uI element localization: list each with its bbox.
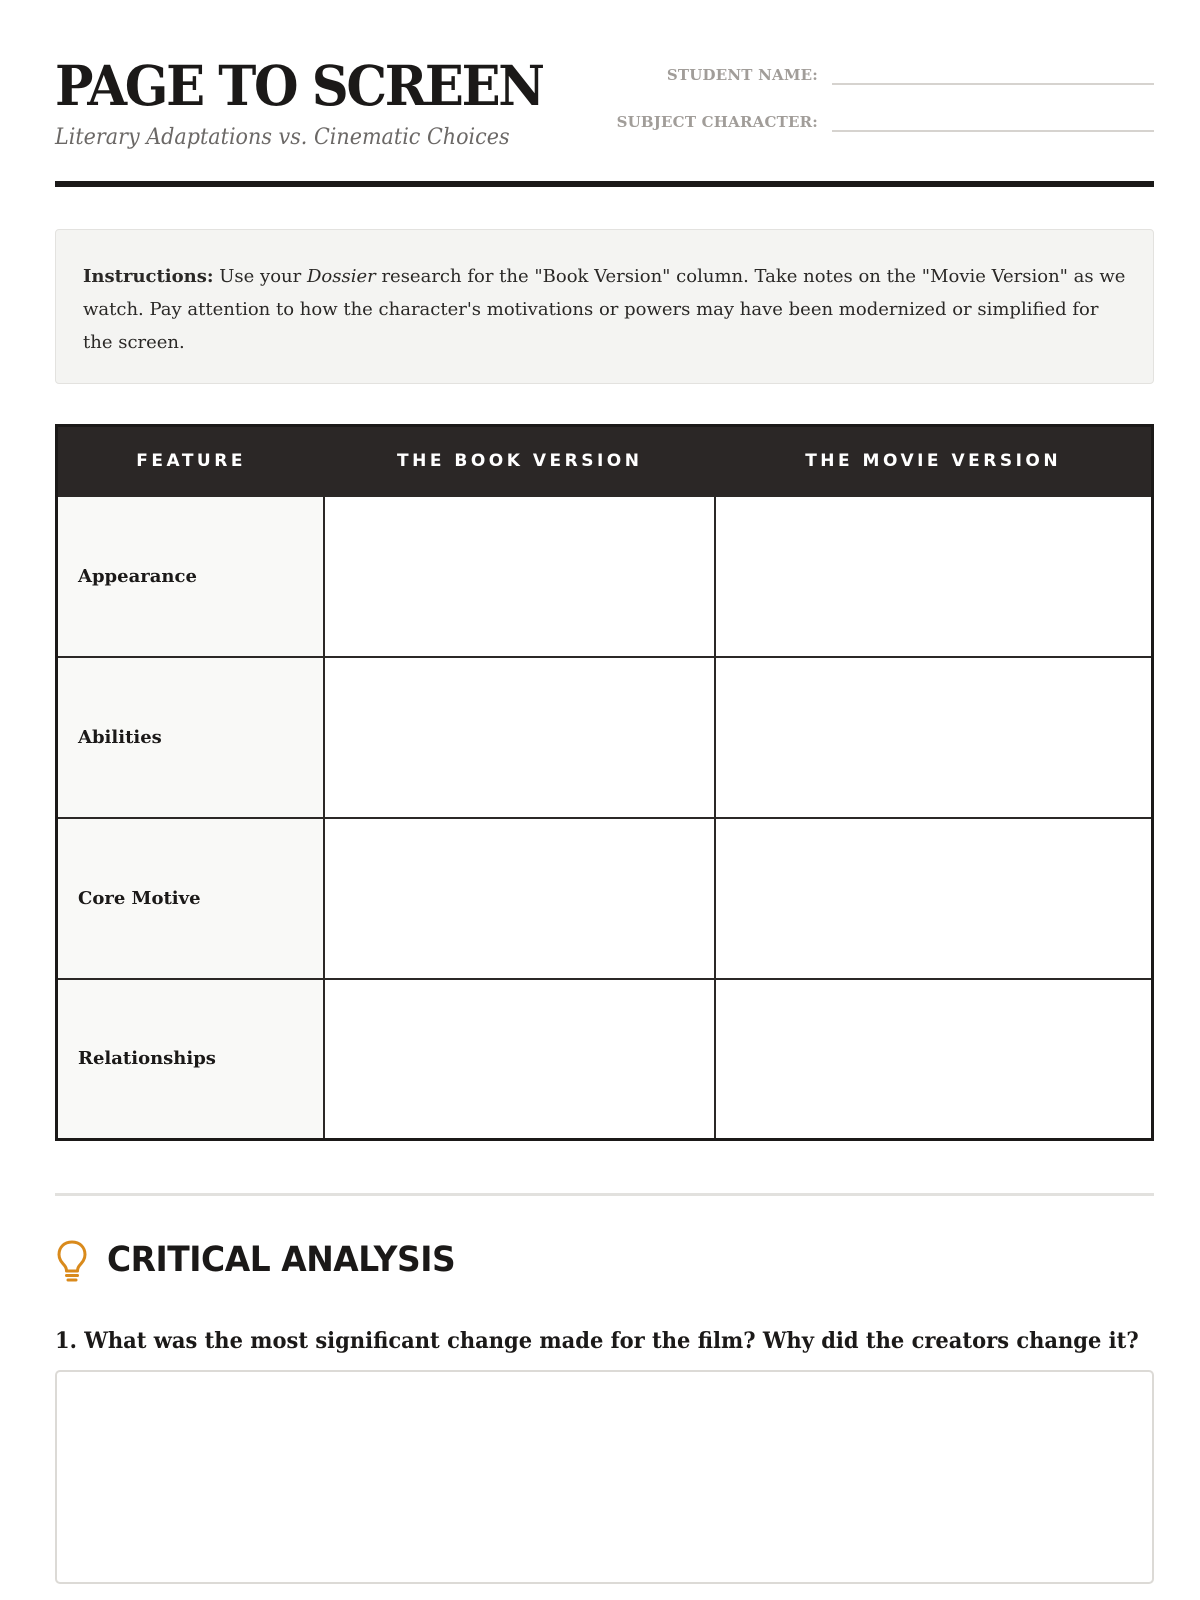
instructions-emphasis: Dossier (306, 266, 376, 287)
subject-character-field (617, 106, 1154, 132)
instructions-lead: Instructions: (83, 266, 214, 287)
table-header-row (57, 426, 1153, 496)
instructions-text-after: research for the "Book Version" column. Take notes on the "Movie Version" as we watch. Pay attention to how the character's motivations or powers may have been modernized or simplified for the screen. (83, 266, 1126, 353)
movie-cell-relationships[interactable] (715, 979, 1152, 1140)
movie-cell-abilities[interactable] (715, 657, 1152, 818)
worksheet-page (55, 0, 1154, 1354)
subject-character-input[interactable] (832, 106, 1154, 132)
book-cell-core-motive[interactable] (324, 818, 715, 979)
movie-cell-core-motive[interactable] (715, 818, 1152, 979)
section-divider (55, 1193, 1154, 1196)
feature-cell-abilities: Abilities (57, 657, 325, 818)
page-title: PAGE TO SCREEN (55, 53, 543, 118)
worksheet-header (55, 0, 1154, 186)
column-header-feature: FEATURE (57, 426, 325, 496)
analysis-heading (55, 1238, 477, 1282)
column-header-book: THE BOOK VERSION (324, 426, 715, 496)
feature-cell-core-motive: Core Motive (57, 818, 325, 979)
section-title: CRITICAL ANALYSIS (107, 1240, 456, 1280)
feature-cell-appearance: Appearance (57, 496, 325, 657)
book-cell-abilities[interactable] (324, 657, 715, 818)
instructions-panel (55, 229, 1154, 384)
book-cell-appearance[interactable] (324, 496, 715, 657)
student-name-label: STUDENT NAME: (666, 66, 818, 84)
column-header-movie: THE MOVIE VERSION (715, 426, 1152, 496)
instructions-text-before: Use your (213, 266, 307, 287)
question-1: 1. What was the most significant change made for the film? Why did the creators change it? (55, 1328, 1139, 1354)
lightbulb-icon (55, 1238, 89, 1282)
answer-box-1[interactable] (55, 1370, 1154, 1584)
book-cell-relationships[interactable] (324, 979, 715, 1140)
comparison-table (55, 424, 1154, 1141)
table-row (57, 657, 1153, 818)
table-row (57, 818, 1153, 979)
subject-character-label: SUBJECT CHARACTER: (616, 113, 818, 131)
header-divider (55, 181, 1154, 187)
student-name-field (667, 59, 1154, 85)
page-subtitle: Literary Adaptations vs. Cinematic Choices (55, 125, 510, 150)
student-name-input[interactable] (832, 59, 1154, 85)
movie-cell-appearance[interactable] (715, 496, 1152, 657)
table-row (57, 979, 1153, 1140)
table-row (57, 496, 1153, 657)
feature-cell-relationships: Relationships (57, 979, 325, 1140)
